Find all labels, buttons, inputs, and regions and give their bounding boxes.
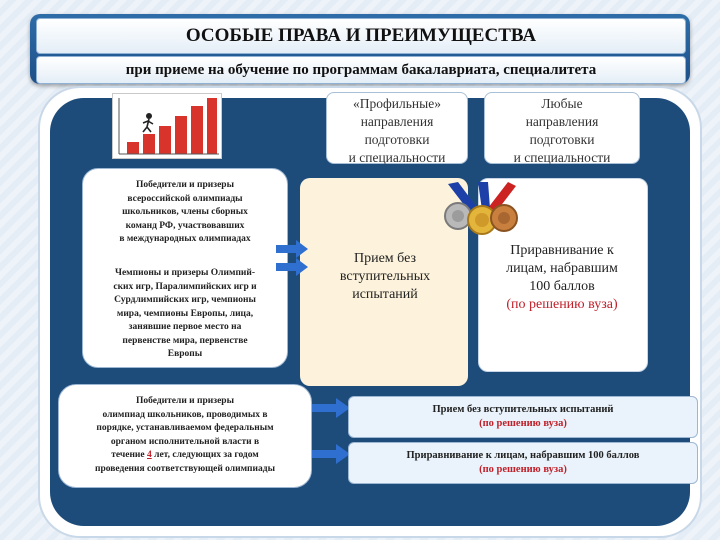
right-arrow-icon [276, 258, 308, 276]
benefit-text: Приравнивание к лицам, набравшим 100 баллов [406, 450, 640, 461]
text-line: Европы [167, 349, 203, 359]
column-heading-line: подготовки [529, 132, 595, 147]
winners-text-olympiad [91, 179, 279, 247]
body-line: вступительных [339, 269, 431, 284]
winners-text-sport [91, 267, 279, 362]
column-body-text-profile [310, 250, 460, 304]
text-line: первенстве мира, первенстве [122, 335, 248, 346]
column-body-text-any [486, 242, 638, 314]
benefit-note: (по решению вуза) [479, 418, 567, 429]
column-heading-line: и специальности [348, 150, 446, 165]
body-line: испытаний [352, 287, 418, 302]
body-line: Приравнивание к [510, 243, 614, 258]
text-line: порядке, устанавливаемом федеральным [96, 423, 274, 433]
winners-box-olympiad-sport [82, 168, 288, 368]
column-heading-any [484, 92, 640, 164]
text-line: олимпиад школьников, проводимых в [102, 409, 268, 420]
benefit-box-100-points [348, 442, 698, 484]
text-line: Победители и призеры [135, 396, 234, 406]
winners-box-school-olympiads [58, 384, 312, 488]
column-heading-profile [326, 92, 468, 164]
medals-icon [438, 180, 524, 240]
text-line: органом исполнительной власти в [110, 436, 260, 447]
text-line: ских игр, Паралимпийских игр и [113, 281, 257, 292]
column-heading-line: «Профильные» [353, 96, 441, 111]
column-heading-line: подготовки [364, 132, 430, 147]
text-line: команд РФ, участвовавших [125, 220, 245, 231]
benefit-note: (по решению вуза) [479, 464, 567, 475]
text-line [65, 449, 305, 463]
benefit-box-no-exams [348, 396, 698, 438]
text-line: мира, чемпионы Европы, лица, [116, 308, 254, 319]
right-arrow-icon [276, 240, 308, 258]
text-line: Победители и призеры [135, 180, 234, 190]
text-line: Чемпионы и призеры Олимпий- [114, 268, 256, 278]
text-line: школьников, члены сборных [122, 207, 248, 217]
text-line: в международных олимпиадах [119, 234, 251, 244]
body-line: лицам, набравшим [506, 261, 618, 276]
text-line: Сурдлимпийских игр, чемпионы [114, 295, 256, 305]
text-fragment: течение [111, 450, 147, 460]
body-note: (по решению вуза) [506, 297, 618, 312]
column-heading-line: направления [525, 114, 599, 129]
column-heading-line: направления [360, 114, 434, 129]
body-line: Прием без [353, 251, 417, 266]
years-count: 4 [146, 450, 152, 460]
body-line: 100 баллов [529, 279, 595, 294]
right-arrow-icon [312, 398, 350, 418]
text-line: всероссийской олимпиады [127, 193, 243, 204]
right-arrow-icon [312, 444, 350, 464]
column-heading-line: Любые [541, 96, 583, 111]
page-title: ОСОБЫЕ ПРАВА И ПРЕИМУЩЕСТВА [36, 18, 686, 54]
benefit-text: Прием без вступительных испытаний [432, 404, 614, 415]
page-subtitle: при приеме на обучение по программам бакалавриата, специалитета [36, 56, 686, 84]
text-fragment: лет, следующих за годом [151, 450, 259, 460]
column-heading-line: и специальности [513, 150, 611, 165]
bar-chart-climber-icon [112, 93, 222, 159]
text-line: проведения соответствующей олимпиады [95, 463, 275, 474]
text-line: занявшие первое место на [128, 322, 242, 332]
